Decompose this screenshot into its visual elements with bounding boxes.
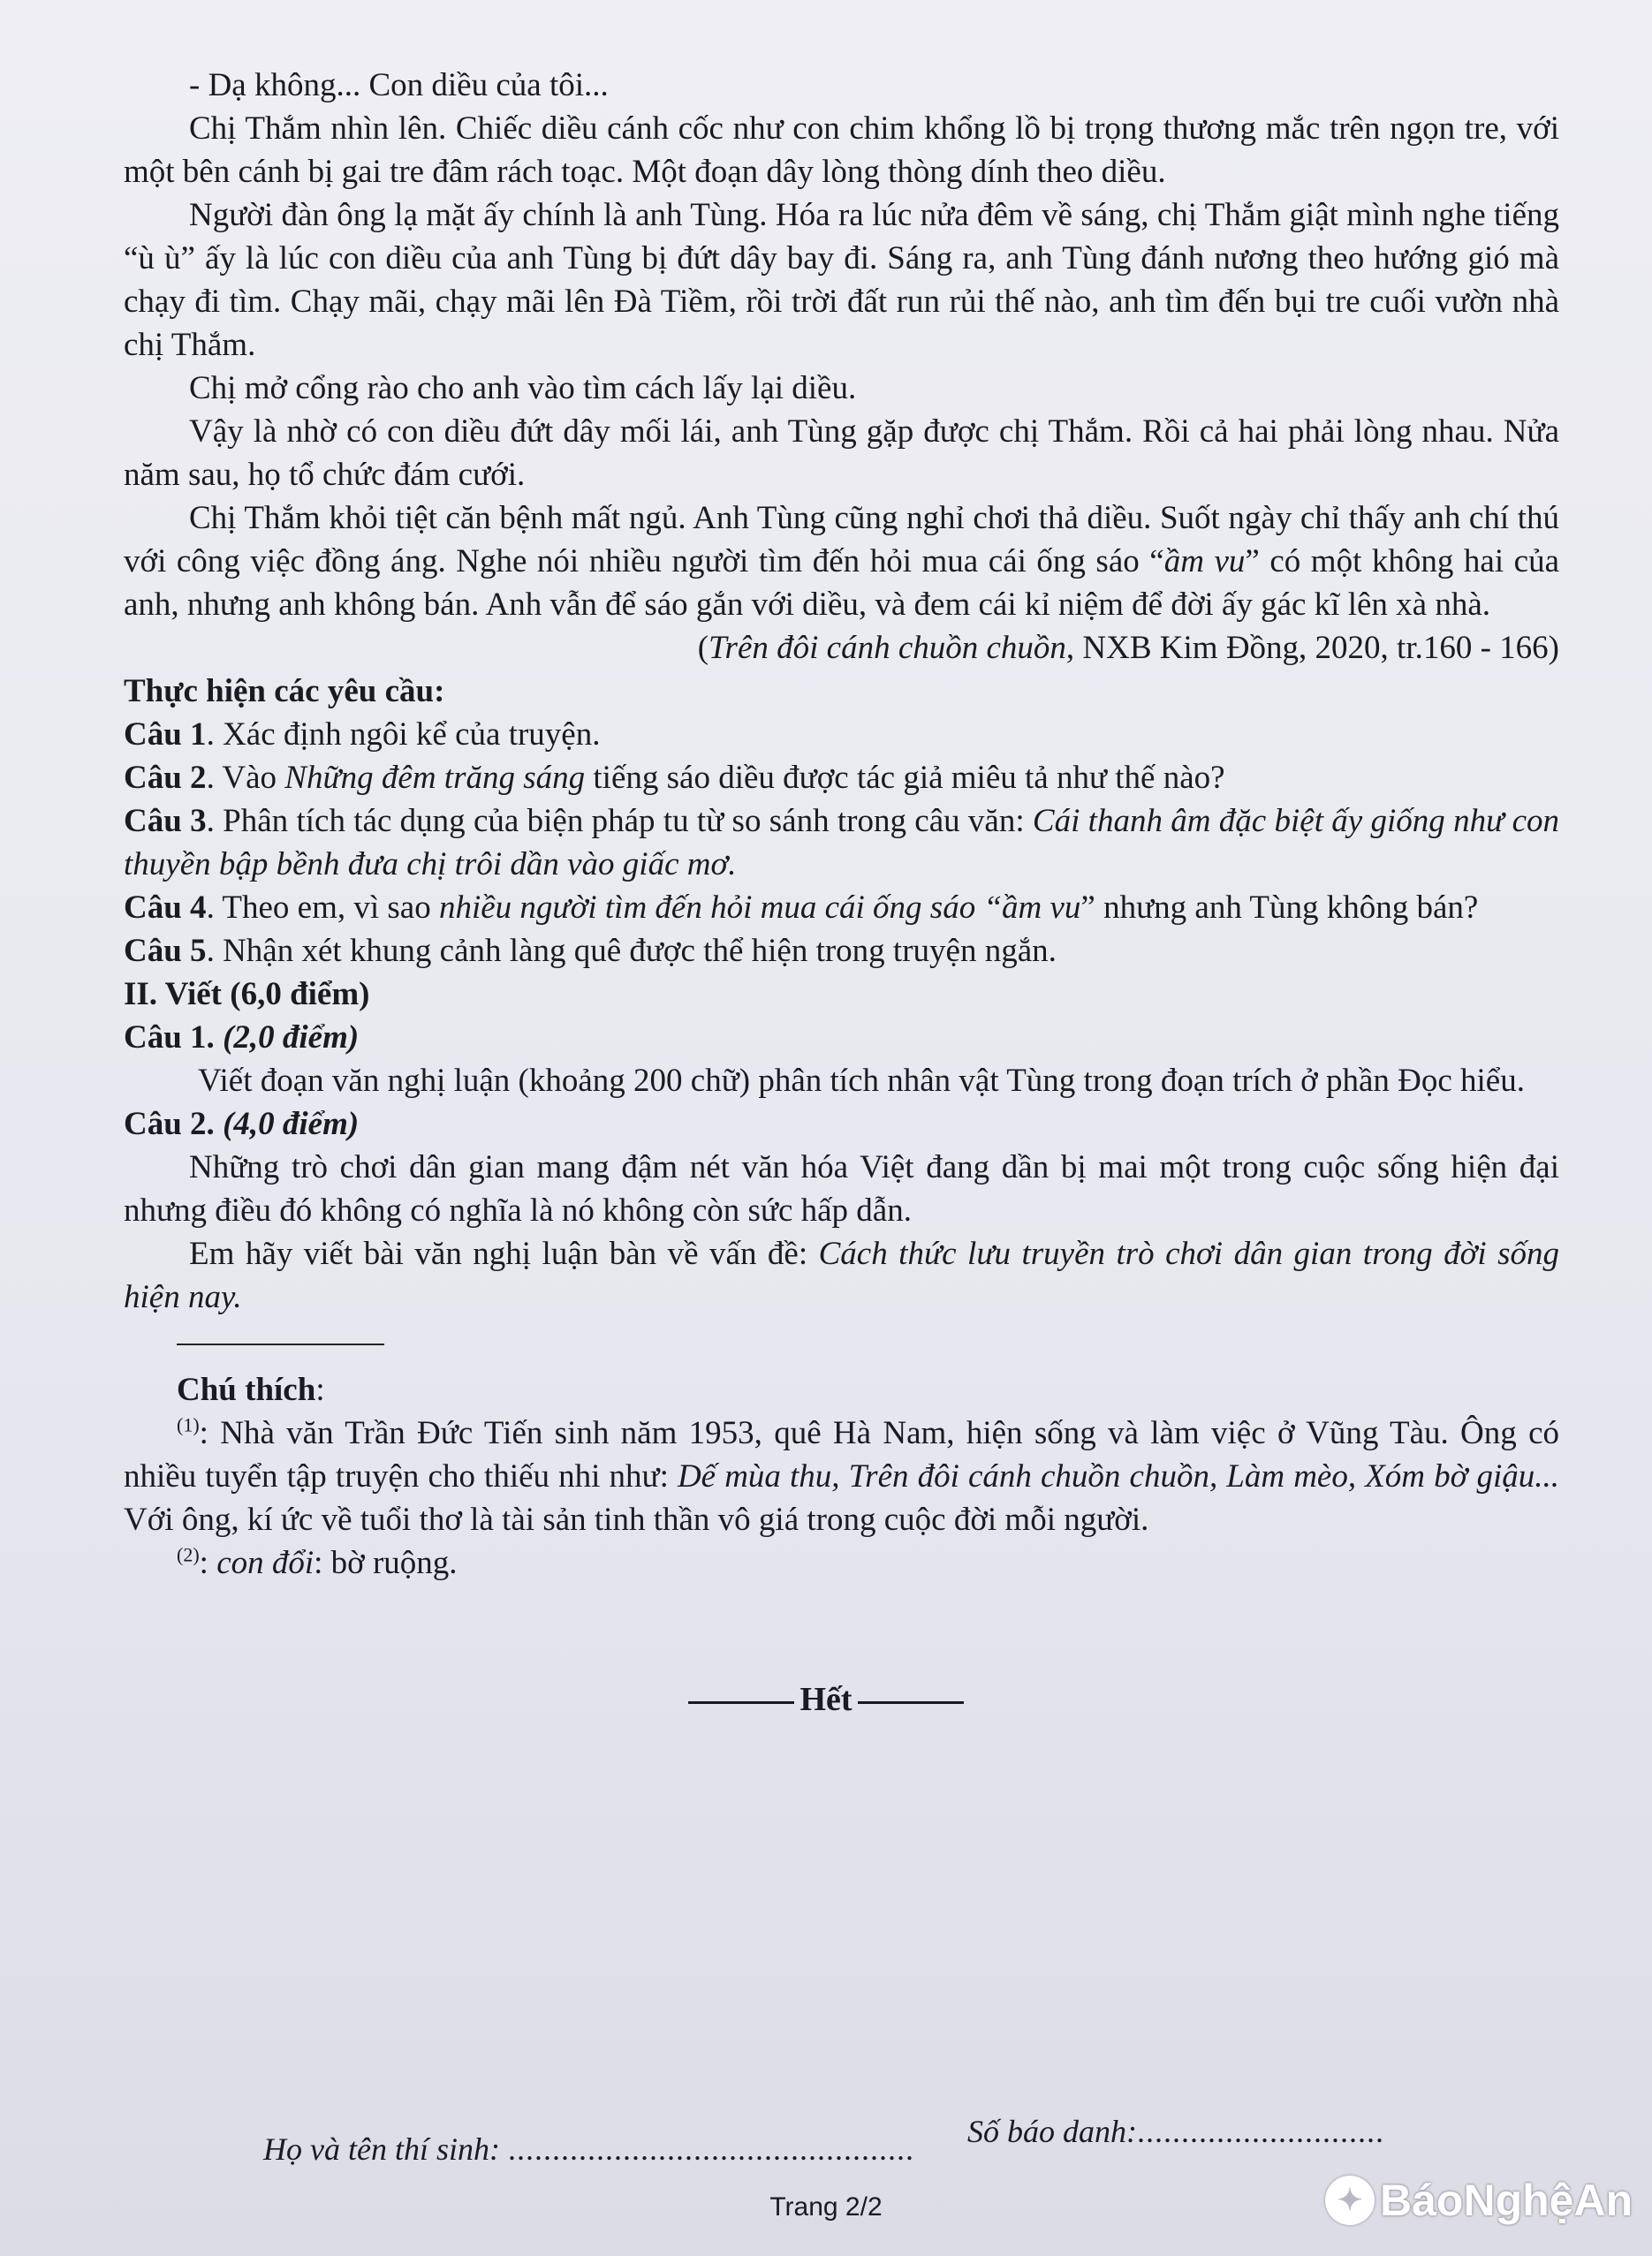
story-paragraph: Chị Thắm nhìn lên. Chiếc diều cánh cốc như con chim khổng lồ bị trọng thương mắc trên ngọn tre, với một bên cánh bị gai tre đâm rách toạc. Một đoạn dây lòng thòng dính theo diều. — [124, 110, 1559, 190]
writing-question-1-heading — [124, 1016, 1559, 1059]
tasks-heading: Thực hiện các yêu cầu: — [124, 673, 445, 709]
text-run: . Phân tích tác dụng của biện pháp tu từ so sánh trong câu văn: — [206, 803, 1033, 839]
text-run: . Theo em, vì sao — [206, 890, 439, 926]
footnote-mark: (2) — [177, 1543, 200, 1566]
points-label: (4,0 điểm) — [223, 1106, 360, 1142]
story-paragraph: Chị mở cổng rào cho anh vào tìm cách lấy lại diều. — [189, 370, 857, 406]
text-run: Trên đôi cánh chuồn chuồn — [709, 630, 1066, 666]
question-4 — [124, 886, 1559, 929]
story-paragraph — [124, 496, 1559, 626]
candidate-number-label: Số báo danh: — [967, 2114, 1137, 2149]
story-paragraph: Vậy là nhờ có con diều đứt dây mối lái, anh Tùng gặp được chị Thắm. Rồi cả hai phải lòng nhau. Nửa năm sau, họ tổ chức đám cưới. — [124, 413, 1559, 493]
writing-question-2-heading — [124, 1102, 1559, 1146]
writing-question-2-text: Những trò chơi dân gian mang đậm nét văn hóa Việt đang dần bị mai một trong cuộc sống hiện đại nhưng điều đó không có nghĩa là nó không còn sức hấp dẫn. — [124, 1149, 1559, 1229]
text-run: Dế mùa thu, Trên đôi cánh chuồn chuồn, Làm mèo, Xóm bờ giậu... — [677, 1458, 1559, 1495]
notes-title: Chú thích — [177, 1372, 316, 1408]
text-run: , NXB Kim Đồng, 2020, tr.160 - 166) — [1065, 630, 1559, 666]
watermark-logo — [1325, 2175, 1633, 2226]
end-marker — [0, 1680, 1652, 1719]
end-dash-left — [688, 1701, 794, 1704]
question-label: Câu 1. — [124, 1019, 224, 1056]
writing-question-2-task — [124, 1232, 1559, 1319]
text-run: . Xác định ngôi kể của truyện. — [206, 716, 601, 753]
question-1 — [124, 713, 1559, 756]
candidate-number-blank: ............................ — [1137, 2114, 1384, 2149]
text-run: : — [315, 1372, 325, 1408]
text-run: ” có một không hai của anh, nhưng anh không bán. Anh vẫn để sáo gắn với diều, và đem cái kỉ niệm để đời ấy gác kĩ lên xà nhà. — [124, 543, 1559, 623]
writing-question-1-text: Viết đoạn văn nghị luận (khoảng 200 chữ) phân tích nhân vật Tùng trong đoạn trích ở phần Đọc hiểu. — [198, 1063, 1525, 1099]
notes-heading — [124, 1368, 1559, 1412]
text-run: Cách thức lưu truyền trò chơi dân gian trong đời sống hiện nay. — [124, 1236, 1559, 1315]
candidate-name-field — [263, 2131, 914, 2168]
page-content — [124, 64, 1559, 1585]
story-paragraph: Người đàn ông lạ mặt ấy chính là anh Tùng. Hóa ra lúc nửa đêm về sáng, chị Thắm giật mình nghe tiếng “ù ù” ấy là lúc con diều của anh Tùng bị đứt dây bay đi. Sáng ra, anh Tùng đánh nương theo hướng gió mà chạy đi tìm. Chạy mãi, chạy mãi lên Đà Tiềm, rồi trời đất run rủi thế nào, anh tìm đến bụi tre cuối vườn nhà chị Thắm. — [124, 197, 1559, 363]
text-run: . Vào — [206, 760, 285, 796]
divider — [177, 1344, 384, 1345]
text-run: . Nhận xét khung cảnh làng quê được thể hiện trong truyện ngắn. — [206, 933, 1057, 969]
text-run: nhiều người tìm đến hỏi mua cái ống sáo “ầm vu — [438, 890, 1081, 926]
text-run: : Nhà văn Trần Đức Tiến sinh năm 1953, quê Hà Nam, hiện sống và làm việc ở Vũng Tàu. Ông có nhiều tuyển tập truyện cho thiếu nhi như: — [124, 1415, 1559, 1495]
candidate-name-label: Họ và tên thí sinh: — [263, 2131, 500, 2167]
question-5 — [124, 929, 1559, 973]
question-label: Câu 5 — [124, 933, 207, 969]
question-2 — [124, 756, 1559, 799]
text-run: : — [199, 1545, 217, 1581]
note-1 — [124, 1412, 1559, 1541]
candidate-number-field — [967, 2113, 1384, 2150]
text-run: Những đêm trăng sáng — [284, 760, 586, 796]
question-3 — [124, 799, 1559, 886]
story-paragraph: - Dạ không... Con diều của tôi... — [189, 67, 609, 103]
question-label: Câu 1 — [124, 716, 207, 753]
nghe-an-logo-icon: ✦ — [1325, 2176, 1375, 2225]
text-run: ( — [697, 630, 709, 666]
text-run: Cái thanh âm đặc biệt ấy giống như con thuyền bập bềnh đưa chị trôi dần vào giấc mơ. — [124, 803, 1559, 882]
source-citation — [124, 626, 1559, 670]
note-2 — [124, 1541, 1559, 1585]
writing-heading: II. Viết (6,0 điểm) — [124, 976, 370, 1012]
question-label: Câu 2 — [124, 760, 207, 796]
question-label: Câu 3 — [124, 803, 207, 839]
text-run: Chị Thắm khỏi tiệt căn bệnh mất ngủ. Anh Tùng cũng nghỉ chơi thả diều. Suốt ngày chỉ thấy anh chí thú với công việc đồng áng. Nghe nói nhiều người tìm đến hỏi mua cái ống sáo “ — [124, 500, 1559, 579]
end-dash-right — [858, 1701, 964, 1704]
footnote-mark: (1) — [177, 1413, 200, 1436]
text-run: Với ông, kí ức về tuổi thơ là tài sản tinh thần vô giá trong cuộc đời mỗi người. — [124, 1502, 1149, 1538]
points-label: (2,0 điểm) — [223, 1019, 360, 1056]
question-label: Câu 4 — [124, 890, 207, 926]
candidate-name-blank: .............................................. — [507, 2131, 914, 2167]
text-run: ầm vu — [1163, 543, 1246, 579]
text-run: tiếng sáo diều được tác giả miêu tả như thế nào? — [585, 760, 1225, 796]
text-run: Em hãy viết bài văn nghị luận bàn về vấn đề: — [189, 1236, 819, 1272]
end-label: Hết — [799, 1681, 853, 1718]
text-run: ” nhưng anh Tùng không bán? — [1080, 890, 1479, 926]
page-number: Trang 2/2 — [769, 2192, 883, 2222]
text-run: : bờ ruộng. — [314, 1545, 458, 1581]
watermark-text: BáoNghệAn — [1380, 2176, 1633, 2225]
text-run: con đổi — [216, 1545, 314, 1581]
question-label: Câu 2. — [124, 1106, 224, 1142]
